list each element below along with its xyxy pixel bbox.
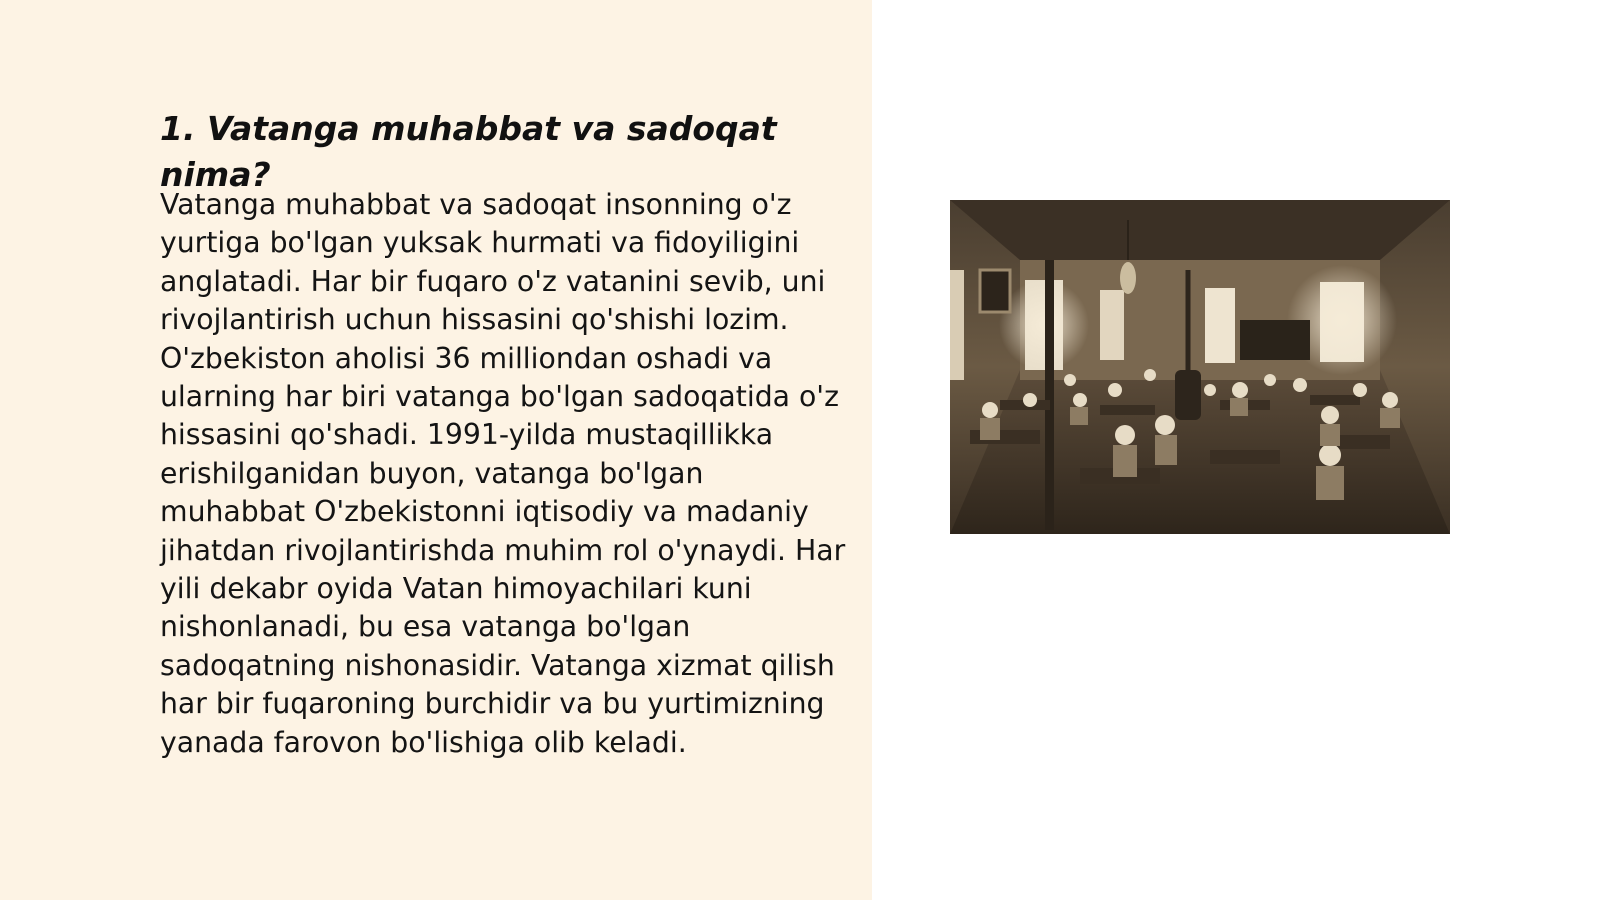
classroom-photo [950,200,1450,534]
slide-title: 1. Vatanga muhabbat va sadoqat nima? [160,109,777,194]
body-paragraph: Vatanga muhabbat va sadoqat insonning o'z yurtiga bo'lgan yuksak hurmati va fidoyiligini anglatadi. Har bir fuqaro o'z vatanini sevib, uni rivojlantirish uchun hissasini qo'shishi lozim. O'zbekiston aholisi 36 milliondan oshadi va ularning har biri vatanga bo'lgan sadoqatida o'z hissasini qo'shadi. 1991-yilda mustaqillikka erishilganidan buyon, vatanga bo'lgan muhabbat O'zbekistonni iqtisodiy va madaniy jihatdan rivojlantirishda muhim rol o'ynaydi. Har yili dekabr oyida Vatan himoyachilari kuni nishonlanadi, bu esa vatanga bo'lgan sadoqatning nishonasidir. Vatanga xizmat qilish har bir fuqaroning burchidir va bu yurtimizning yanada farovon bo'lishiga olib keladi. [160,188,846,759]
classroom-photo-illustration [950,200,1450,534]
